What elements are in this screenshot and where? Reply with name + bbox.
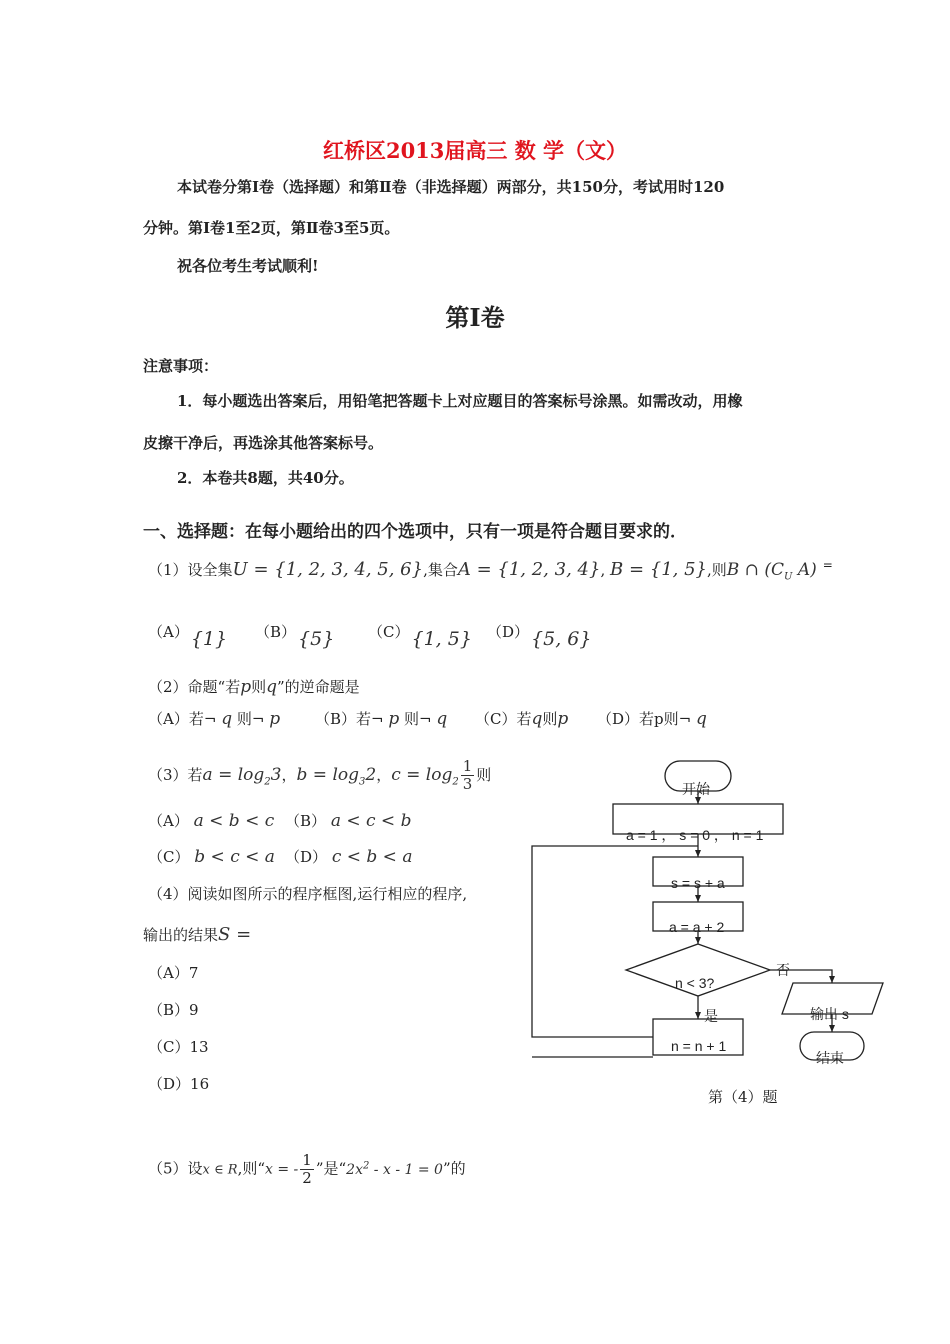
q4-line-2-text: 输出的结果 <box>143 926 219 944</box>
q3-option-a-value: a < b < c <box>193 811 275 831</box>
q1-mid-1: ,集合 <box>423 561 458 579</box>
flowchart-step1: s = s + a <box>671 875 725 891</box>
q3-c-num: 1 <box>462 757 473 775</box>
q1-mid-2: ,则 <box>707 561 727 579</box>
q3-comma-2: ， <box>376 766 392 784</box>
flowchart-end: 结束 <box>816 1050 844 1066</box>
q2-option-c-m1: q <box>531 709 543 729</box>
q4-option-d-value: 16 <box>190 1075 210 1093</box>
q5-fraction <box>300 1152 314 1187</box>
q1-option-c-label: （C） <box>368 623 410 641</box>
q3-prefix: （3）若 <box>148 766 203 784</box>
q3-a-base: 2 <box>264 776 271 788</box>
flowchart-step2: a = a + 2 <box>669 919 725 935</box>
flowchart-yes-label: 是 <box>704 1008 718 1024</box>
q1-expr-end: A) <box>792 560 817 580</box>
flowchart-caption: 第（4）题 <box>708 1088 778 1106</box>
flowchart-start: 开始 <box>682 781 710 797</box>
q4-line-1: （4）阅读如图所示的程序框图,运行相应的程序, <box>148 885 468 903</box>
q3-a-log: a = log <box>202 765 265 785</box>
q1-prefix: （1）设全集 <box>148 561 233 579</box>
q5-suffix: ”的 <box>442 1159 466 1178</box>
q2-option-b-label: （B）若¬ <box>315 710 384 728</box>
q2-option-d-m2: q <box>695 709 707 729</box>
q2-option-a-m2: p <box>269 709 281 729</box>
volume-title: 第Ⅰ卷 <box>445 303 505 332</box>
q4-option-a-value: 7 <box>188 964 199 982</box>
q2-option-a-label: （A）若¬ <box>148 710 217 728</box>
flowchart-output: 输出 s <box>810 1006 849 1022</box>
q5-mid-2: ”是“ <box>315 1159 347 1178</box>
q4-option-a-label: （A） <box>148 964 189 982</box>
q5-x-eq: x = - <box>265 1161 299 1178</box>
q3-b-base: 3 <box>359 776 366 788</box>
intro-line-2: 分钟。第Ⅰ卷1至2页，第Ⅱ卷3至5页。 <box>143 219 400 237</box>
q5-den: 2 <box>302 1169 312 1187</box>
q2-p: p <box>240 677 252 697</box>
intro-line-1: 本试卷分第Ⅰ卷（选择题）和第Ⅱ卷（非选择题）两部分，共150分，考试用时120 <box>177 178 725 196</box>
q1-set-u: U = {1, 2, 3, 4, 5, 6} <box>232 559 424 580</box>
q3-option-a-label: （A） <box>148 812 189 830</box>
q2-option-c-label: （C）若 <box>475 710 532 728</box>
flowchart-cond: n < 3? <box>675 975 715 991</box>
section-heading: 一、选择题：在每小题给出的四个选项中，只有一项是符合题目要求的． <box>143 522 687 542</box>
exam-title: 红桥区2013届高三 数 学（文） <box>322 138 628 163</box>
q5-cond: x ∈ R <box>202 1162 238 1178</box>
q3-option-c-value: b < c < a <box>194 847 275 867</box>
q1-option-c-value: {1, 5} <box>411 628 472 650</box>
q3-comma-1: ， <box>281 766 297 784</box>
q3-a-arg: 3 <box>270 765 282 785</box>
q1-eq: = <box>822 558 833 572</box>
q2-text-a: （2）命题“若 <box>148 678 241 696</box>
q3-option-c-label: （C） <box>148 848 190 866</box>
flowchart-inc: n = n + 1 <box>671 1038 727 1054</box>
q3-suffix: 则 <box>476 766 492 784</box>
q1-option-b-label: （B） <box>255 623 297 641</box>
notice-item-1-line-1: 1．每小题选出答案后，用铅笔把答题卡上对应题目的答案标号涂黑。如需改动，用橡 <box>177 392 743 410</box>
q2-option-a-mid: 则¬ <box>236 710 265 728</box>
q1-set-a: A = {1, 2, 3, 4} <box>457 559 601 580</box>
q4-option-d-label: （D） <box>148 1075 191 1093</box>
q5-eq-sup: 2 <box>362 1159 370 1171</box>
q1-option-a-value: {1} <box>190 628 228 650</box>
q3-c-den: 3 <box>462 775 473 793</box>
q3-option-d-label: （D） <box>285 848 328 866</box>
q2-option-d-label: （D）若p则¬ <box>597 710 692 728</box>
q5-equation <box>346 1159 443 1178</box>
q4-option-b-label: （B） <box>148 1001 190 1019</box>
q4-option-c-value: 13 <box>189 1038 209 1056</box>
q2-q: q <box>266 677 278 697</box>
flowchart-init: a = 1 ， s = 0 ， n = 1 <box>626 827 764 843</box>
q3-option-b-value: a < c < b <box>330 811 412 831</box>
q3-c-log: c = log <box>391 765 453 785</box>
q2-option-b-m1: p <box>388 709 400 729</box>
notice-item-1-line-2: 皮擦干净后，再选涂其他答案标号。 <box>143 434 384 452</box>
q1-option-d-label: （D） <box>487 623 530 641</box>
q1-expr-sub: U <box>783 571 793 583</box>
q5-num: 1 <box>302 1151 312 1169</box>
q3-b-arg: 2 <box>365 765 377 785</box>
q2-option-a-m1: q <box>221 709 233 729</box>
q4-option-b-value: 9 <box>189 1001 199 1019</box>
q1-option-b-value: {5} <box>298 628 335 650</box>
q1-set-b: B = {1, 5} <box>610 559 708 580</box>
q1-option-d-value: {5, 6} <box>531 628 592 650</box>
q1-option-a-label: （A） <box>148 623 189 641</box>
q2-option-b-m2: q <box>436 709 448 729</box>
q1-sep: , <box>600 561 606 579</box>
q2-option-b-mid: 则¬ <box>404 710 432 728</box>
notice-heading: 注意事项： <box>143 357 219 375</box>
notice-item-2: 2．本卷共8题，共40分。 <box>177 469 354 487</box>
q3-option-d-value: c < b < a <box>331 847 413 867</box>
q3-b-log: b = log <box>296 765 360 785</box>
q2-option-c-mid: 则 <box>542 710 558 728</box>
q5-eq-main: 2x <box>346 1161 363 1178</box>
q5-mid: ,则“ <box>237 1159 265 1178</box>
q5-prefix: （5）设 <box>148 1159 203 1178</box>
q1-expr-main: B ∩ (C <box>726 560 784 580</box>
q2-option-c-m2: p <box>557 709 569 729</box>
wish-text: 祝各位考生考试顺利! <box>177 257 319 275</box>
q3-c-base: 2 <box>452 776 459 788</box>
q3-option-b-label: （B） <box>285 812 327 830</box>
flowchart-no-label: 否 <box>776 962 790 978</box>
q4-option-c-label: （C） <box>148 1038 190 1056</box>
q5-eq-rest: - x - 1 = 0 <box>369 1161 443 1178</box>
q2-text-c: ”的逆命题是 <box>277 678 360 696</box>
q4-s-expr: S = <box>218 924 252 945</box>
q2-text-b: 则 <box>251 678 267 696</box>
question-5 <box>148 1152 466 1187</box>
